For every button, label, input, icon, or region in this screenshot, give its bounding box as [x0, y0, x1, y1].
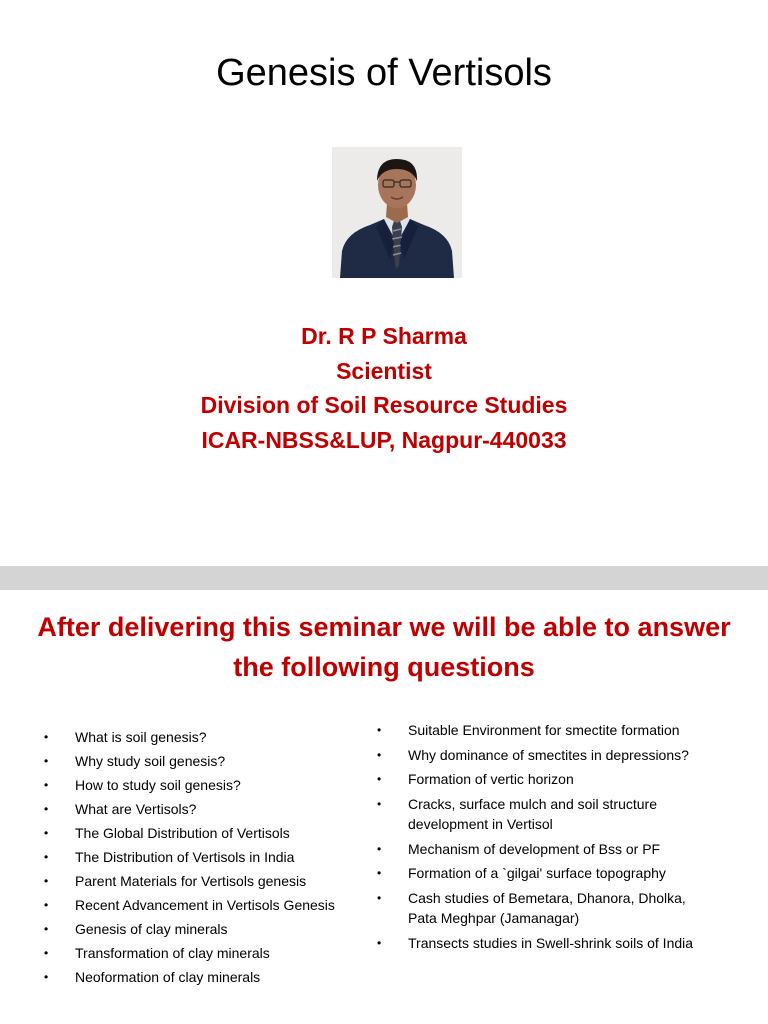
list-item: • Why study soil genesis? — [42, 751, 352, 772]
list-item: • Genesis of clay minerals — [42, 919, 352, 940]
list-item: • What are Vertisols? — [42, 799, 352, 820]
right-question-list — [375, 720, 715, 957]
list-item: • Transects studies in Swell-shrink soils of India — [375, 933, 715, 954]
list-item: • Cash studies of Bemetara, Dhanora, Dholka, Pata Meghpar (Jamanagar) — [375, 888, 715, 929]
author-institute: ICAR-NBSS&LUP, Nagpur-440033 — [201, 426, 567, 453]
list-item: • Recent Advancement in Vertisols Genesis — [42, 895, 352, 916]
list-item: • Transformation of clay minerals — [42, 943, 352, 964]
list-item: • The Distribution of Vertisols in India — [42, 847, 352, 868]
author-name: Dr. R P Sharma — [301, 323, 467, 349]
list-item: • Formation of vertic horizon — [375, 769, 715, 790]
author-photo — [332, 147, 462, 278]
slide-divider — [0, 566, 768, 590]
slide-title: Genesis of Vertisols — [216, 52, 552, 94]
list-item: • Why dominance of smectites in depressions? — [375, 745, 715, 766]
list-item: • Cracks, surface mulch and soil structure development in Vertisol — [375, 794, 715, 835]
list-item: • Parent Materials for Vertisols genesis — [42, 871, 352, 892]
author-division: Division of Soil Resource Studies — [200, 392, 568, 418]
author-block — [0, 319, 768, 457]
list-item: • Mechanism of development of Bss or PF — [375, 839, 715, 860]
list-item: • Suitable Environment for smectite formation — [375, 720, 715, 741]
slide-2 — [0, 590, 768, 1024]
list-item: • The Global Distribution of Vertisols — [42, 823, 352, 844]
author-position: Scientist — [336, 357, 432, 384]
list-item: • Neoformation of clay minerals — [42, 967, 352, 988]
seminar-objectives-title: After delivering this seminar we will be able to answer the following questions — [37, 612, 731, 682]
list-item: • Formation of a `gilgai' surface topography — [375, 863, 715, 884]
list-item: • How to study soil genesis? — [42, 775, 352, 796]
list-item: • What is soil genesis? — [42, 727, 352, 748]
left-question-list — [42, 727, 352, 991]
